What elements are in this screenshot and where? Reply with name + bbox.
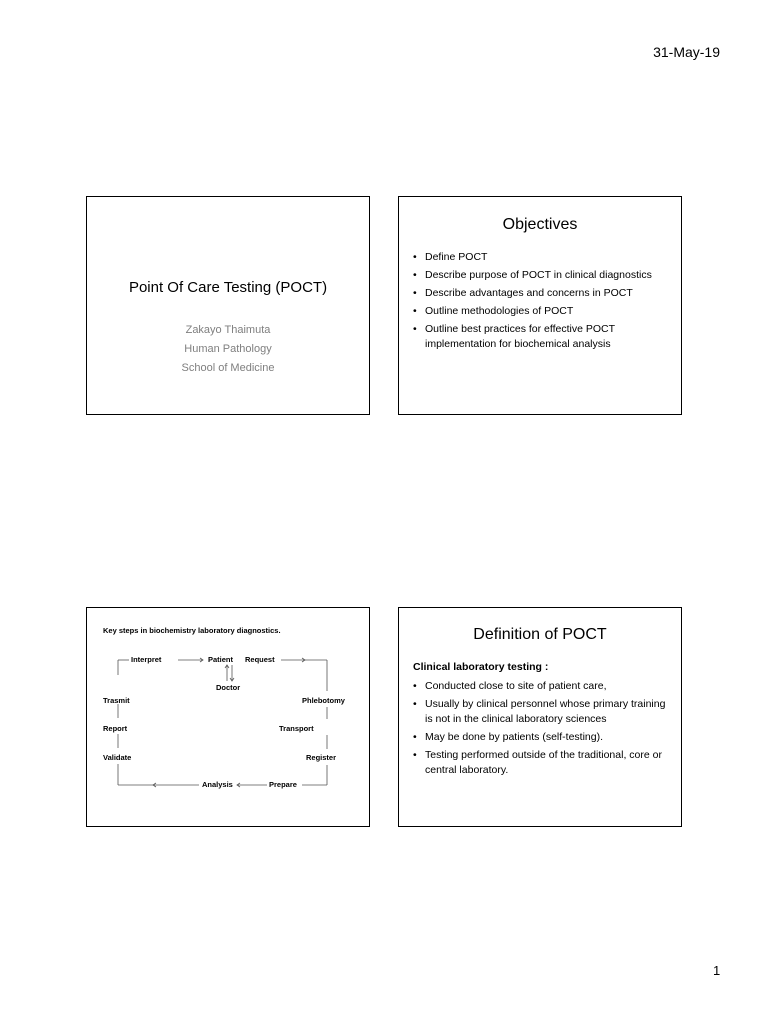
list-item: • Testing performed outside of the traditional, core or central laboratory.: [413, 748, 669, 778]
step-validate: Validate: [103, 753, 132, 762]
list-item: • Outline best practices for effective POCT implementation for biochemical analysis: [413, 322, 669, 352]
definition-subheading: Clinical laboratory testing :: [413, 661, 549, 673]
key-steps-heading: Key steps in biochemistry laboratory diagnostics.: [103, 626, 281, 635]
step-request: Request: [245, 655, 275, 664]
school-name: School of Medicine: [181, 362, 275, 374]
step-interpret: Interpret: [131, 655, 162, 664]
step-register: Register: [306, 753, 337, 762]
list-item: • Outline methodologies of POCT: [413, 304, 669, 319]
list-item: • Define POCT: [413, 250, 669, 265]
slide-key-steps: [86, 607, 370, 827]
step-transport: Transport: [279, 724, 314, 733]
list-item: • Describe advantages and concerns in POCT: [413, 286, 669, 301]
definition-title: Definition of POCT: [473, 626, 607, 643]
definition-list: [413, 679, 669, 781]
slide-title: [86, 196, 370, 415]
print-date: 31-May-19: [653, 44, 720, 60]
list-item: • Conducted close to site of patient care,: [413, 679, 669, 694]
step-transmit: Trasmit: [103, 696, 130, 705]
workflow-diagram: [87, 608, 369, 826]
step-report: Report: [103, 724, 128, 733]
step-patient: Patient: [208, 655, 234, 664]
slide-definition: [398, 607, 682, 827]
author-name: Zakayo Thaimuta: [185, 324, 271, 336]
list-item: • Usually by clinical personnel whose primary training is not in the clinical laboratory sciences: [413, 697, 669, 727]
slide-objectives: [398, 196, 682, 415]
objectives-title: Objectives: [502, 216, 578, 233]
presentation-title: Point Of Care Testing (POCT): [128, 279, 328, 296]
step-prepare: Prepare: [269, 780, 297, 789]
list-item: • Describe purpose of POCT in clinical diagnostics: [413, 268, 669, 283]
step-analysis: Analysis: [202, 780, 233, 789]
page-number: 1: [713, 963, 721, 978]
step-doctor: Doctor: [216, 683, 241, 692]
objectives-list: [413, 250, 669, 355]
step-phlebotomy: Phlebotomy: [302, 696, 345, 705]
list-item: • May be done by patients (self-testing).: [413, 730, 669, 745]
department-name: Human Pathology: [184, 343, 272, 355]
